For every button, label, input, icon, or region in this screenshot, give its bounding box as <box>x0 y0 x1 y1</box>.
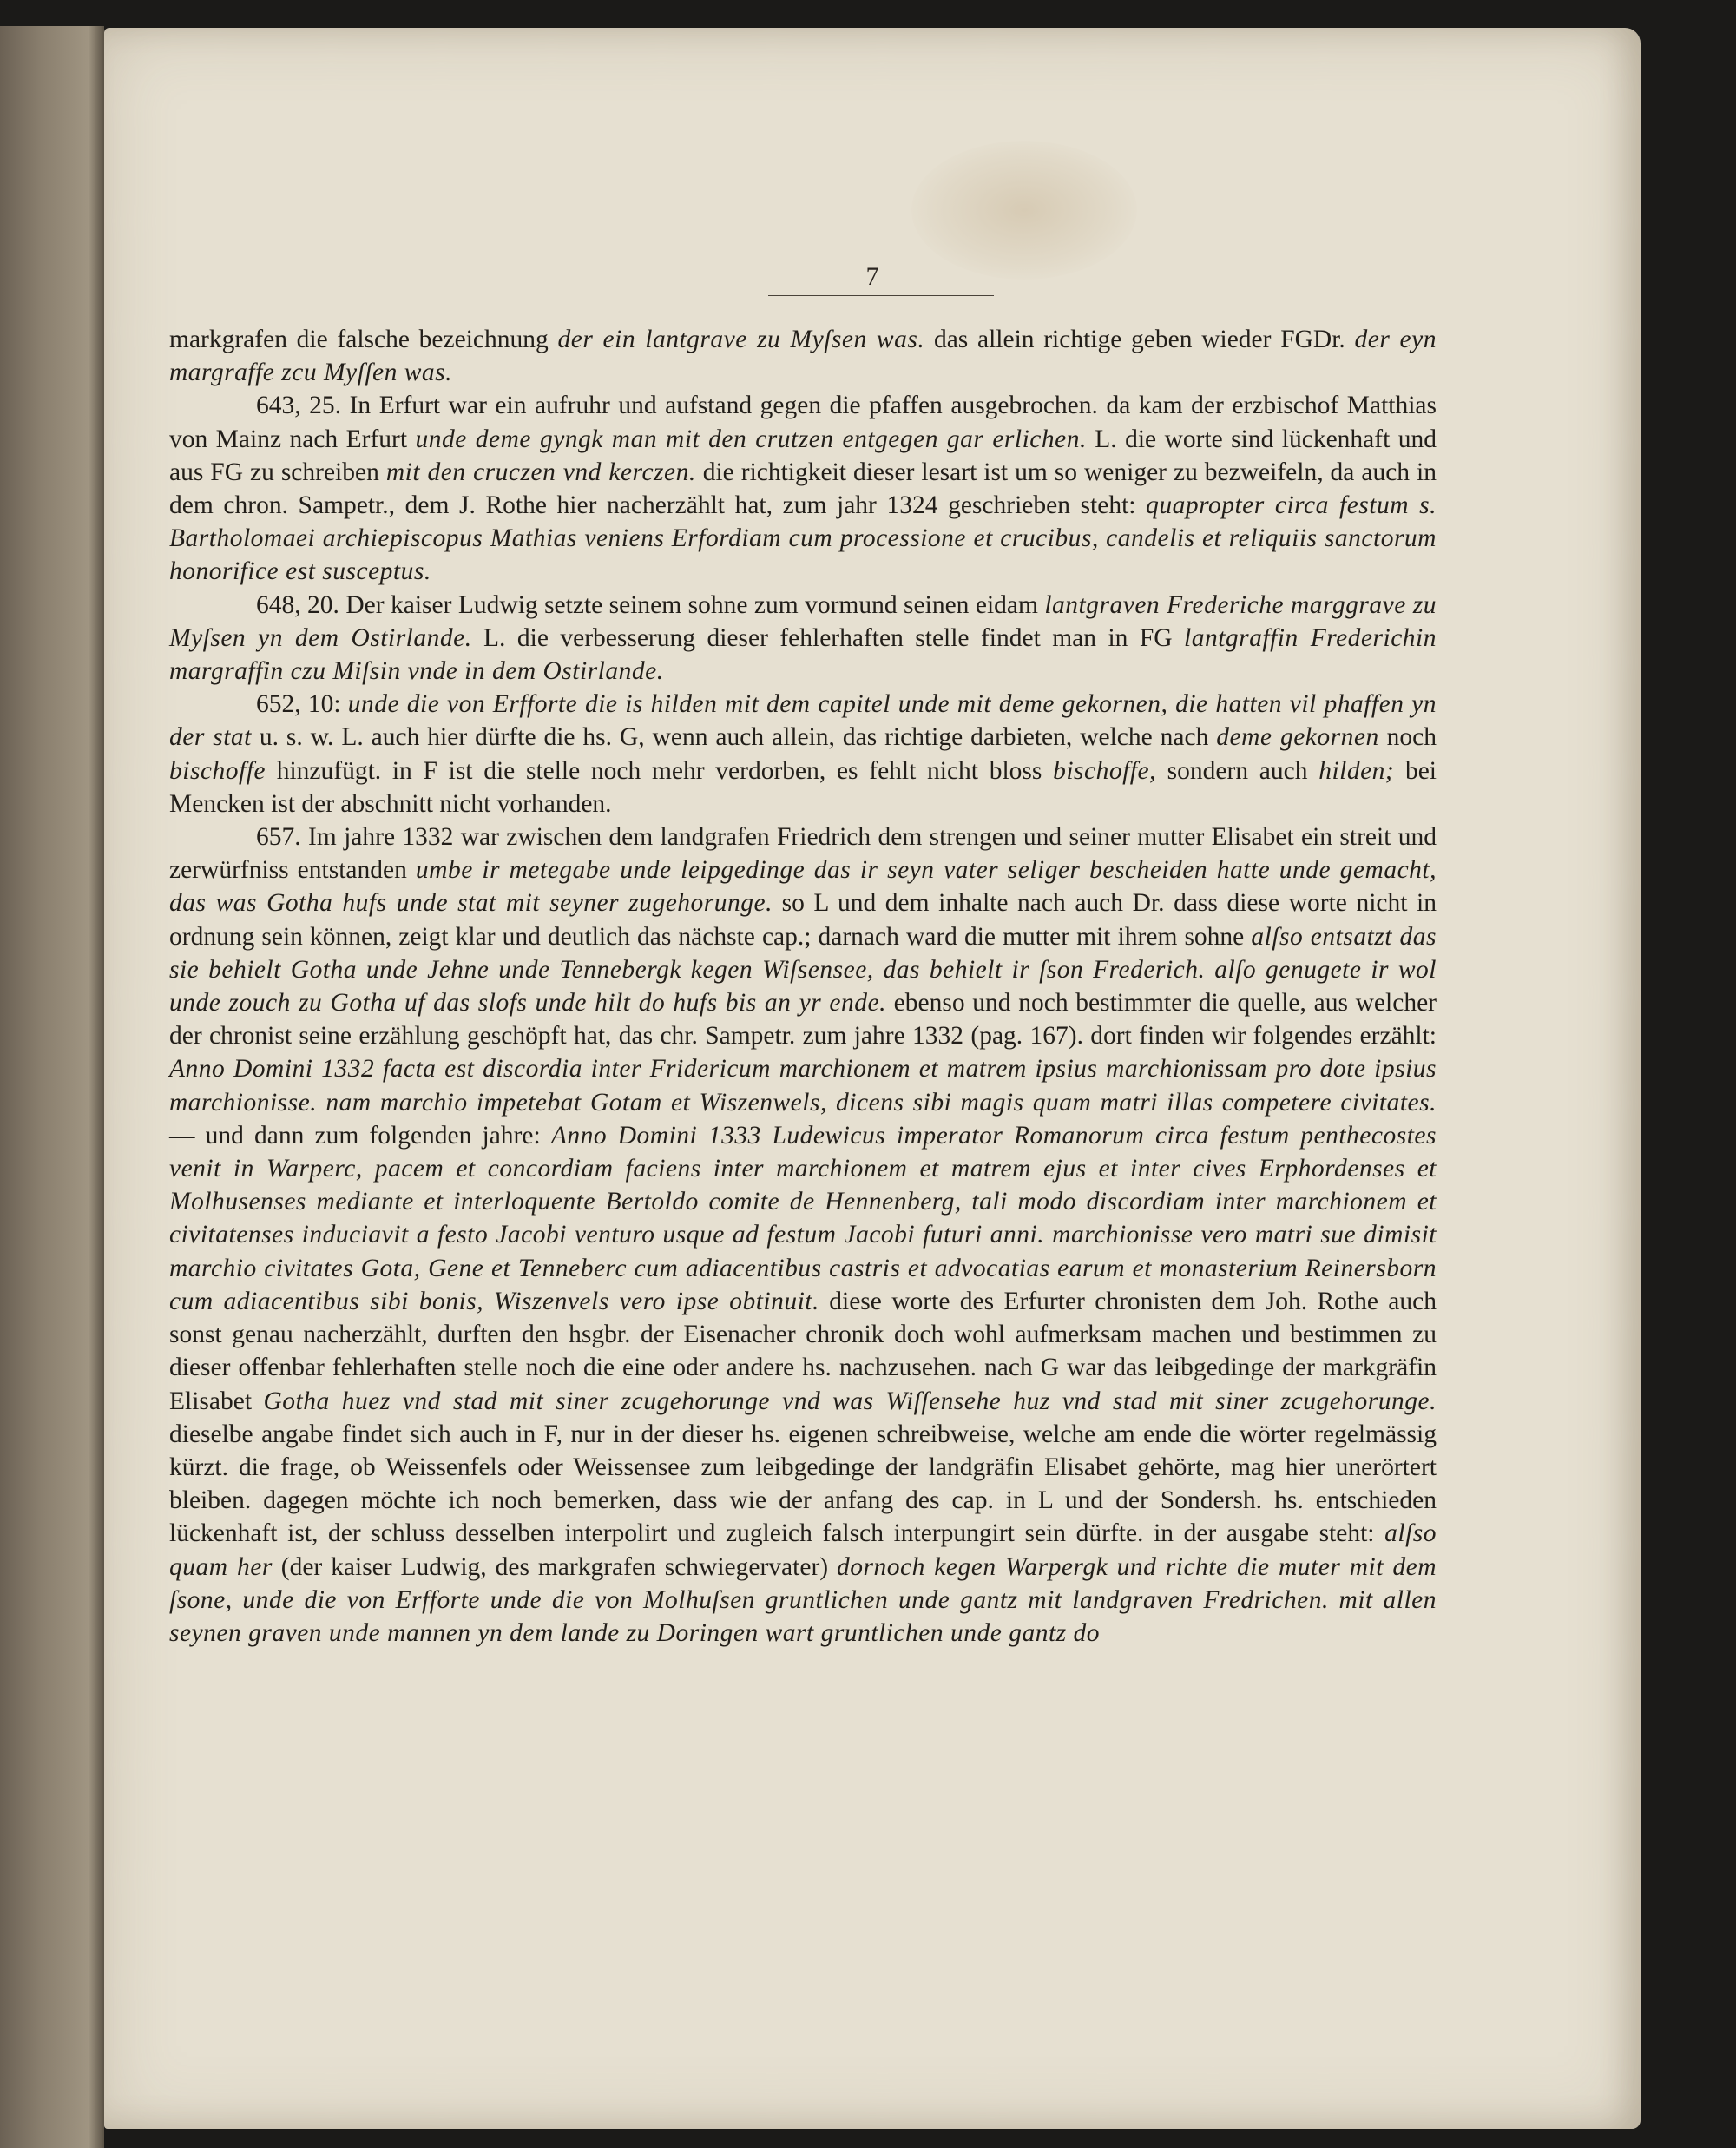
text-run: dieselbe angabe findet sich auch in F, nur in der dieser hs. eigenen schreibweise, welche am ende die wörter regelmässig kürzt. die frage, ob Weissenfels oder Weissensee zum leibgedinge der landgräfin Elisabet gehörte, mag hier unerörtert bleiben. dagegen möchte ich noch bemerken, dass wie der anfang des cap. in L und der Sondersh. hs. entschieden lückenhaft ist, der schluss desselben interpolirt und zugleich falsch interpungirt sein dürfte. in der ausgabe steht: <box>169 1420 1437 1548</box>
text-run: die richtigkeit dieser lesart ist um so weniger zu bezweifeln, da auch in dem chron. Sampetr., dem J. Rothe hier nacherzählt hat, zum jahr 1324 geschrieben steht: <box>169 458 1437 520</box>
italic-quote: unde deme gyngk man mit den crutzen entgegen gar erlichen. <box>415 425 1087 453</box>
italic-quote: Anno Domini 1333 Ludewicus imperator Romanorum circa festum penthecostes venit in Warperc, pacem et concordiam faciens inter marchionem et matrem ejus et inter cives Erphordenses et Molhusenses mediante et interloquente Bertoldo comite de Hennenberg, tali modo discordiam inter marchionem et civitatenses induciavit a festo Jacobi venturo usque ad festum Jacobi futuri anni. marchionisse vero matri sue dimisit marchio civitates Gota, Gene et Tenneberc cum adiacentibus castris et advocatias earum et monasterium Reinersborn cum adiacentibus sibi bonis, Wiszenvels vero ipse obtinuit. <box>169 1121 1437 1315</box>
text-run: — und dann zum folgenden jahre: <box>169 1121 551 1150</box>
italic-quote: alſso quam her <box>169 1519 1437 1581</box>
text-run: 648, 20. Der kaiser Ludwig setzte seinem sohne zum vormund seinen eidam <box>256 590 1045 619</box>
paragraph-652 <box>169 688 1437 820</box>
italic-quote: lantgraffin Frederichin margraffin czu Miſsin vnde in dem Ostirlande. <box>169 623 1437 686</box>
paper-stain <box>911 141 1137 280</box>
text-run: diese worte des Erfurter chronisten dem Joh. Rothe auch sonst genau nacherzählt, durften den hsgbr. der Eisenacher chronik doch wohl aufmerksam machen und bestimmen zu dieser offenbar fehlerhaften stelle noch die eine oder andere hs. nachzusehen. nach G war das leibgedinge der markgräfin Elisabet <box>169 1287 1437 1415</box>
text-run: bei Mencken ist der abschnitt nicht vorhanden. <box>169 756 1437 818</box>
paragraph-0 <box>169 323 1437 389</box>
text-run: so L und dem inhalte nach auch Dr. dass diese worte nicht in ordnung sein können, zeigt klar und deutlich das nächste cap.; darnach ward die mutter mit ihrem sohne <box>169 889 1437 951</box>
italic-quote: mit den cruczen vnd kerczen. <box>385 458 696 486</box>
italic-quote: hilden; <box>1318 756 1395 785</box>
italic-quote: bischoffe <box>169 756 266 785</box>
italic-quote: lantgraven Frederiche marggrave zu Myſsen yn dem Ostirlande. <box>169 590 1437 652</box>
text-run: das allein richtige geben wieder FGDr. <box>924 326 1355 353</box>
italic-quote: dornoch kegen Warpergk und richte die muter mit dem ſsone, unde die von Erfforte unde die von Molhuſsen gruntlichen unde gantz mit landgraven Fredrichen. mit allen seynen graven unde mannen yn dem lande zu Doringen wart gruntlichen unde gantz do <box>169 1552 1437 1647</box>
italic-quote: der eyn margraffe zcu Myſſen was. <box>169 326 1437 387</box>
text-run: u. s. w. L. auch hier dürfte die hs. G, wenn auch allein, das richtige darbieten, welche nach <box>251 723 1217 752</box>
text-run: sondern auch <box>1155 756 1319 785</box>
text-run: 643, 25. In Erfurt war ein aufruhr und aufstand gegen die pfaffen ausgebrochen. da kam der erzbischof Matthias von Mainz nach Erfurt <box>169 392 1437 453</box>
paragraph-643 <box>169 389 1437 588</box>
page-number: 7 <box>865 262 879 291</box>
text-run: L. die worte sind lückenhaft und aus FG zu schreiben <box>169 425 1437 486</box>
text-run: 657. Im jahre 1332 war zwischen dem landgrafen Friedrich dem strengen und seiner mutter Elisabet ein streit und zerwürfniss entstanden <box>169 823 1437 885</box>
page-number-rule <box>768 295 994 296</box>
italic-quote: alſso entsatzt das sie behielt Gotha unde Jehne unde Tennebergk kegen Wiſsensee, das behielt ir ſson Frederich. alſo genugete ir wol unde zouch zu Gotha uf das slofs unde hilt do hufs bis an yr ende. <box>169 922 1437 1018</box>
text-run: 652, 10: <box>256 690 348 719</box>
paragraph-657 <box>169 820 1437 1650</box>
text-run: (der kaiser Ludwig, des markgrafen schwiegervater) <box>272 1552 838 1581</box>
italic-quote: Gotha huez vnd stad mit siner zcugehorunge vnd was Wiſſensehe huz vnd stad mit siner zcugehorunge. <box>263 1387 1437 1415</box>
text-run: markgrafen die falsche bezeichnung <box>169 326 558 353</box>
italic-quote: quapropter circa festum s. Bartholomaei archiepiscopus Mathias veniens Erfordiam cum processione et crucibus, candelis et reliquiis sanctorum honorifice est susceptus. <box>169 491 1437 586</box>
text-run: L. die verbesserung dieser fehlerhaften stelle findet man in FG <box>471 623 1185 652</box>
italic-quote: deme gekornen <box>1216 723 1379 752</box>
italic-quote: unde die von Erfforte die is hilden mit dem capitel unde mit deme gekornen, die hatten vil phaffen yn der stat <box>169 690 1437 752</box>
text-run: ebenso und noch bestimmter die quelle, aus welcher der chronist seine erzählung geschöpft hat, das chr. Sampetr. zum jahre 1332 (pag. 167). dort finden wir folgendes erzählt: <box>169 989 1437 1051</box>
text-run: hinzufügt. in F ist die stelle noch mehr verdorben, es fehlt nicht bloss <box>266 756 1054 785</box>
text-run: noch <box>1378 723 1437 752</box>
paragraph-648 <box>169 589 1437 689</box>
italic-quote: umbe ir metegabe unde leipgedinge das ir seyn vater seliger bescheiden hatte unde gemacht, das was Gotha hufs unde stat mit seyner zugehorunge. <box>169 856 1437 918</box>
italic-quote: der ein lantgrave zu Myſsen was. <box>557 326 925 353</box>
italic-quote: Anno Domini 1332 facta est discordia inter Fridericum marchionem et matrem ipsius marchionissam pro dote ipsius marchionisse. nam marchio impetebat Gotam et Wiszenwels, dicens sibi magis quam matri illas competere civitates. <box>169 1055 1437 1117</box>
text-body <box>169 323 1437 1650</box>
left-page-edge <box>0 26 104 2148</box>
italic-quote: bischoffe, <box>1053 756 1156 785</box>
